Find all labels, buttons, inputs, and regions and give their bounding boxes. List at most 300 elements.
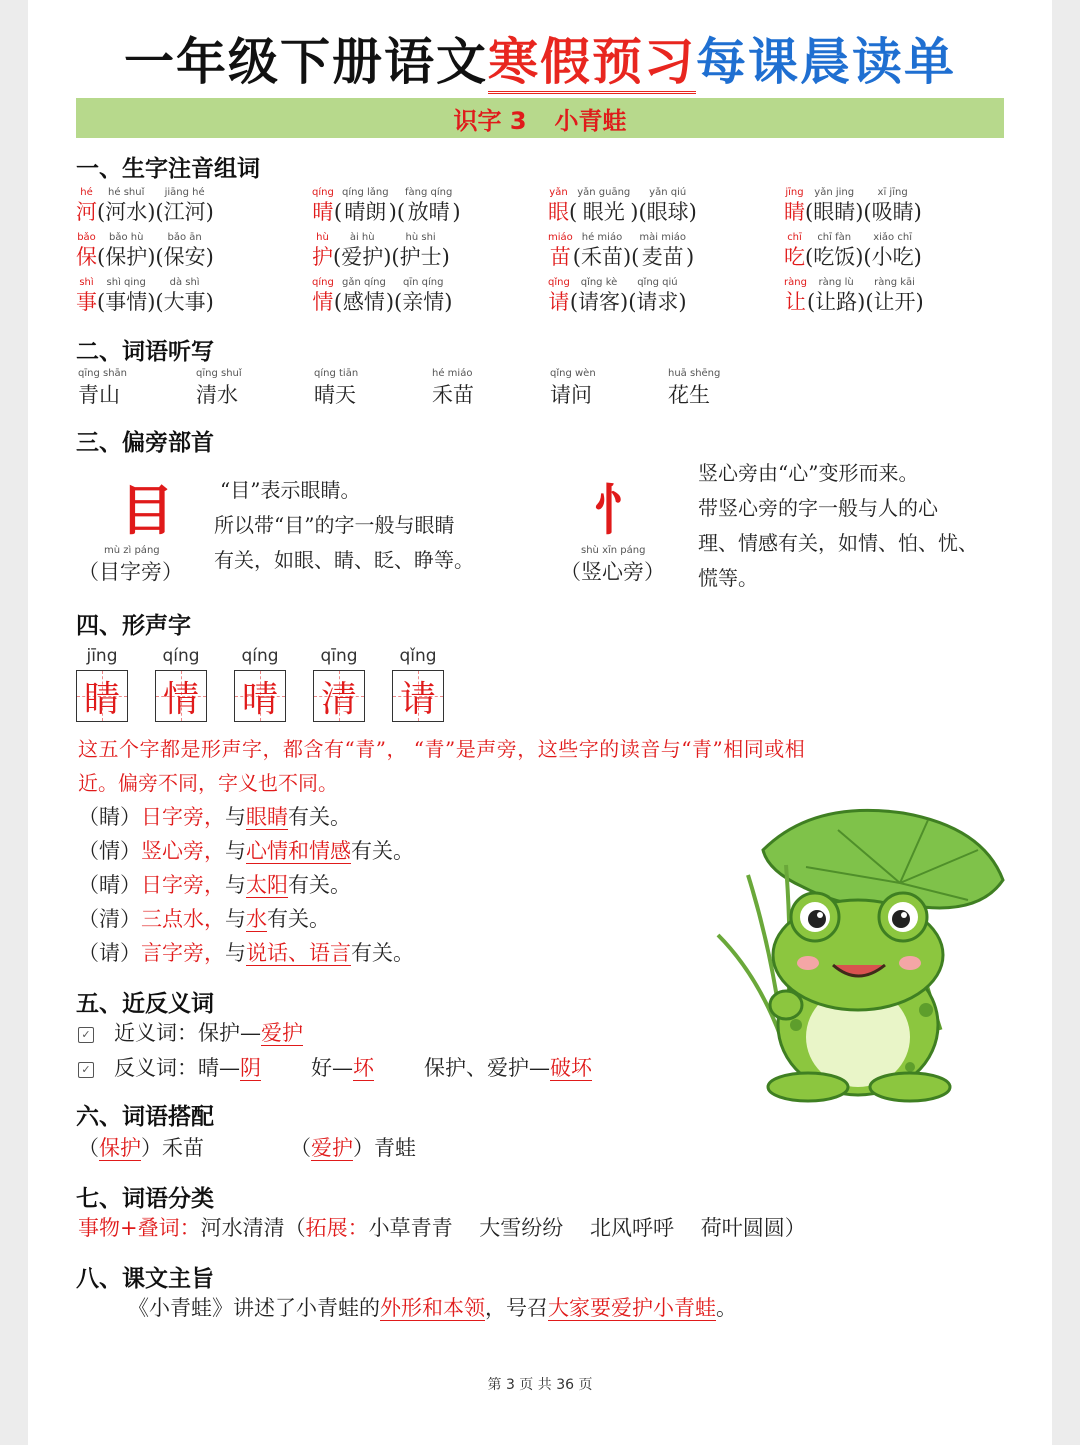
antonym-row bbox=[78, 1051, 592, 1085]
xingsheng-item-end: 有关。 bbox=[267, 907, 330, 931]
word-pinyin: hù shi bbox=[405, 232, 436, 243]
section-heading-2: 二、词语听写 bbox=[76, 339, 214, 365]
xingsheng-item-radical: 日字旁， bbox=[141, 873, 225, 897]
paren-open: ( bbox=[628, 290, 637, 314]
page-footer: 第 3 页 共 36 页 bbox=[487, 1377, 593, 1393]
radical-pinyin-xin: shù xīn páng bbox=[581, 545, 646, 556]
dictation-word bbox=[432, 368, 550, 409]
paren-close: ) bbox=[444, 290, 453, 314]
word-cell bbox=[872, 186, 914, 225]
antonym-answer: 坏 bbox=[353, 1056, 374, 1080]
xingsheng-explain-2: 近。偏旁不同，字义也不同。 bbox=[78, 771, 338, 795]
paren-close: ) bbox=[383, 245, 392, 269]
paren-close: ) bbox=[622, 245, 632, 269]
xingsheng-char: 情 bbox=[162, 678, 199, 720]
dictation-pinyin: hé miáo bbox=[432, 368, 473, 379]
section-heading-4: 四、形声字 bbox=[76, 613, 191, 639]
xingsheng-item-mid: 与 bbox=[225, 907, 246, 931]
collocation-paren: （ bbox=[78, 1136, 99, 1160]
character-pinyin: miáo bbox=[548, 232, 573, 243]
xingsheng-item-char: （睛） bbox=[78, 805, 141, 829]
paren-close: ) bbox=[205, 200, 214, 224]
word-pinyin: yǎn qiú bbox=[649, 187, 687, 198]
character-pinyin: yǎn bbox=[549, 187, 568, 198]
paren-open: ( bbox=[638, 200, 647, 224]
xingsheng-item bbox=[78, 868, 414, 902]
dictation-text: 禾苗 bbox=[432, 383, 474, 407]
classify-ext: 小草青青 大雪纷纷 北风呼呼 荷叶圆圆） bbox=[368, 1216, 806, 1240]
paren-open: ( bbox=[155, 200, 164, 224]
xingsheng-item-meaning: 心情和情感 bbox=[246, 839, 351, 863]
word-pinyin: mài miáo bbox=[639, 232, 686, 243]
title-part1: 一年级下册语文 bbox=[124, 33, 488, 91]
character-pinyin: qíng bbox=[312, 277, 334, 288]
word-cell bbox=[813, 231, 855, 270]
xingsheng-char-box bbox=[392, 670, 444, 722]
character-entry bbox=[76, 231, 214, 270]
character-pinyin: ràng bbox=[784, 277, 807, 288]
character-pinyin: bǎo bbox=[77, 232, 96, 243]
word-pinyin: jiāng hé bbox=[164, 187, 205, 198]
antonym-word: 晴— bbox=[198, 1056, 240, 1080]
word-cell bbox=[164, 231, 206, 270]
character-cell bbox=[548, 276, 570, 315]
dictation-text: 请问 bbox=[550, 383, 592, 407]
xingsheng-char-box bbox=[313, 670, 365, 722]
word-pinyin: xiǎo chī bbox=[873, 232, 912, 243]
character-glyph: 吃 bbox=[784, 245, 805, 269]
word-text: 感情 bbox=[342, 290, 385, 314]
dictation-text: 青山 bbox=[78, 383, 120, 407]
word-pinyin: qīn qíng bbox=[403, 277, 444, 288]
paren-close: ) bbox=[913, 245, 922, 269]
word-cell bbox=[402, 276, 444, 315]
xingsheng-char-box bbox=[76, 670, 128, 722]
character-glyph: 情 bbox=[312, 290, 334, 314]
paren-open: ( bbox=[805, 245, 814, 269]
paren-open: ( bbox=[333, 200, 343, 224]
collocation-answer: 爱护 bbox=[311, 1136, 353, 1160]
word-text: 爱护 bbox=[341, 245, 384, 269]
lesson-name: 小青蛙 bbox=[554, 106, 627, 135]
word-pinyin: fàng qíng bbox=[405, 187, 453, 198]
word-pinyin: ài hù bbox=[349, 232, 375, 243]
paren-close: ) bbox=[388, 200, 397, 224]
word-text: 请求 bbox=[636, 290, 679, 314]
collocation-paren: （ bbox=[290, 1136, 311, 1160]
classify-label: 事物+叠词： bbox=[78, 1216, 201, 1240]
collocation-word: ）青蛙 bbox=[353, 1136, 416, 1160]
paren-open: ( bbox=[394, 290, 403, 314]
theme-part: 《小青蛙》讲述了小青蛙的 bbox=[128, 1296, 380, 1320]
xingsheng-item-mid: 与 bbox=[225, 805, 246, 829]
paren-open: ( bbox=[97, 245, 106, 269]
classify-ext-label: 拓展： bbox=[305, 1216, 369, 1240]
radical-desc-mu-line: “目”表示眼睛。 bbox=[220, 478, 361, 502]
xingsheng-char-box bbox=[155, 670, 207, 722]
character-cell bbox=[548, 186, 569, 225]
character-glyph: 事 bbox=[76, 290, 97, 314]
word-text: 让开 bbox=[873, 290, 916, 314]
character-entry bbox=[312, 276, 452, 315]
paren-open: ( bbox=[396, 200, 406, 224]
dictation-word bbox=[78, 368, 196, 409]
xingsheng-char: 请 bbox=[399, 678, 436, 720]
word-cell bbox=[105, 276, 147, 315]
word-cell bbox=[872, 231, 914, 270]
xingsheng-item bbox=[78, 834, 414, 868]
character-cell bbox=[784, 186, 805, 225]
paren-open: ( bbox=[569, 290, 579, 314]
antonym-answer: 阴 bbox=[240, 1056, 261, 1080]
lesson-number: 识字 3 bbox=[453, 106, 527, 135]
dictation-pinyin: qīng shān bbox=[78, 368, 128, 379]
antonym-answer: 破坏 bbox=[550, 1056, 592, 1080]
word-text: 请客 bbox=[578, 290, 621, 314]
xingsheng-item-meaning: 水 bbox=[246, 907, 267, 931]
word-text: 禾苗 bbox=[580, 245, 623, 269]
radical-desc-mu-line: 有关，如眼、睛、眨、睁等。 bbox=[214, 548, 474, 572]
theme-highlight: 外形和本领 bbox=[380, 1296, 485, 1320]
paren-open: ( bbox=[569, 200, 578, 224]
title-part3: 每课晨读单 bbox=[696, 33, 956, 91]
character-entry bbox=[548, 276, 687, 315]
xingsheng-item-end: 有关。 bbox=[351, 941, 414, 965]
word-text: 保护 bbox=[105, 245, 148, 269]
word-cell bbox=[405, 186, 452, 225]
paren-close: ) bbox=[855, 245, 864, 269]
xingsheng-item-radical: 言字旁， bbox=[141, 941, 225, 965]
paren-close: ) bbox=[678, 290, 687, 314]
character-pinyin: hé bbox=[80, 187, 93, 198]
paren-open: ( bbox=[865, 290, 874, 314]
radical-glyph-xin: 忄 bbox=[594, 479, 648, 542]
radical-desc-xin-line: 慌等。 bbox=[698, 566, 758, 590]
dictation-word bbox=[668, 368, 786, 409]
dictation-word bbox=[196, 368, 314, 409]
paren-close: ) bbox=[620, 290, 629, 314]
radical-name-mu: （目字旁） bbox=[78, 560, 183, 584]
paren-close: ) bbox=[452, 200, 461, 224]
collocation-answer: 保护 bbox=[99, 1136, 141, 1160]
radical-pinyin-mu: mù zì páng bbox=[104, 545, 160, 556]
word-cell bbox=[815, 276, 857, 315]
word-pinyin: dà shì bbox=[169, 277, 200, 288]
word-cell bbox=[342, 186, 389, 225]
xingsheng-item-end: 有关。 bbox=[288, 805, 351, 829]
word-pinyin: yǎn jing bbox=[814, 187, 855, 198]
theme-text bbox=[128, 1291, 737, 1325]
word-text: 河水 bbox=[105, 200, 148, 224]
paren-open: ( bbox=[631, 245, 640, 269]
word-text: 吸睛 bbox=[871, 200, 914, 224]
paren-open: ( bbox=[805, 200, 814, 224]
radical-desc-xin-line: 带竖心旁的字一般与人的心 bbox=[698, 496, 938, 520]
synonym-word: 保护— bbox=[198, 1021, 261, 1045]
word-cell bbox=[874, 276, 916, 315]
character-glyph: 眼 bbox=[548, 200, 569, 224]
xingsheng-item-mid: 与 bbox=[225, 873, 246, 897]
word-pinyin: shì qing bbox=[106, 277, 146, 288]
word-pinyin: ràng lù bbox=[818, 277, 854, 288]
collocation-word: ）禾苗 bbox=[141, 1136, 204, 1160]
character-entry bbox=[548, 186, 697, 225]
section-heading-7: 七、词语分类 bbox=[76, 1186, 214, 1212]
xingsheng-item-radical: 日字旁， bbox=[141, 805, 225, 829]
xingsheng-item-end: 有关。 bbox=[351, 839, 414, 863]
paren-close: ) bbox=[385, 290, 395, 314]
word-pinyin: xī jīng bbox=[877, 187, 908, 198]
synonym-label: 近义词： bbox=[114, 1021, 198, 1045]
paren-close: ) bbox=[147, 290, 156, 314]
word-cell bbox=[813, 186, 855, 225]
lesson-bar bbox=[76, 98, 1004, 138]
paren-close: ) bbox=[147, 245, 156, 269]
section-heading-1: 一、生字注音组词 bbox=[76, 156, 260, 182]
paren-open: ( bbox=[333, 245, 342, 269]
word-pinyin: yǎn guāng bbox=[577, 187, 631, 198]
xingsheng-pinyin: qíng bbox=[241, 646, 279, 666]
paren-close: ) bbox=[685, 245, 695, 269]
word-cell bbox=[647, 186, 689, 225]
xingsheng-item-radical: 三点水， bbox=[141, 907, 225, 931]
radical-glyph-mu: 目 bbox=[120, 479, 174, 542]
character-glyph: 保 bbox=[76, 245, 97, 269]
word-text: 让路 bbox=[815, 290, 858, 314]
dictation-text: 花生 bbox=[668, 383, 710, 407]
xingsheng-pinyin: jīng bbox=[86, 646, 118, 666]
paren-close: ) bbox=[147, 200, 156, 224]
xingsheng-item-end: 有关。 bbox=[288, 873, 351, 897]
character-glyph: 请 bbox=[548, 290, 570, 314]
paren-open: ( bbox=[572, 245, 581, 269]
character-cell bbox=[312, 231, 333, 270]
word-cell bbox=[164, 276, 206, 315]
radical-desc-xin bbox=[698, 456, 978, 596]
radical-desc-mu-line: 所以带“目”的字一般与眼睛 bbox=[214, 513, 455, 537]
paren-open: ( bbox=[97, 290, 106, 314]
character-cell bbox=[548, 231, 573, 270]
worksheet-page bbox=[28, 0, 1052, 1445]
xingsheng-char: 清 bbox=[320, 678, 357, 720]
word-pinyin: qǐng qiú bbox=[637, 277, 678, 288]
xingsheng-item-char: （晴） bbox=[78, 873, 141, 897]
dictation-list bbox=[78, 368, 786, 409]
xingsheng-items bbox=[78, 800, 414, 970]
page-title bbox=[28, 22, 1052, 94]
section-heading-3: 三、偏旁部首 bbox=[76, 430, 214, 456]
word-text: 保安 bbox=[163, 245, 206, 269]
paren-close: ) bbox=[915, 290, 924, 314]
dictation-pinyin: qǐng wèn bbox=[550, 368, 596, 379]
character-pinyin: chī bbox=[787, 232, 802, 243]
xingsheng-item-meaning: 眼睛 bbox=[246, 805, 288, 829]
character-glyph: 睛 bbox=[784, 200, 805, 224]
antonym-label: 反义词： bbox=[114, 1056, 198, 1080]
word-text: 晴朗 bbox=[344, 200, 387, 224]
dictation-pinyin: huā shēng bbox=[668, 368, 721, 379]
word-pinyin: hé shuǐ bbox=[108, 187, 145, 198]
word-text: 眼球 bbox=[646, 200, 689, 224]
character-pinyin: hù bbox=[316, 232, 329, 243]
dictation-text: 晴天 bbox=[314, 383, 356, 407]
word-cell bbox=[577, 186, 630, 225]
synonym-answer: 爱护 bbox=[261, 1021, 303, 1045]
word-text: 护士 bbox=[399, 245, 442, 269]
xingsheng-char: 睛 bbox=[83, 678, 120, 720]
paren-open: ( bbox=[863, 245, 872, 269]
word-cell bbox=[342, 276, 386, 315]
theme-part: 。 bbox=[716, 1296, 737, 1320]
checkbox-icon: ✓ bbox=[78, 1027, 94, 1043]
classify-row bbox=[78, 1211, 806, 1245]
xingsheng-pinyin: qíng bbox=[162, 646, 200, 666]
paren-close: ) bbox=[913, 200, 922, 224]
character-glyph: 苗 bbox=[549, 245, 571, 269]
radical-desc-mu bbox=[214, 473, 474, 578]
character-glyph: 河 bbox=[76, 200, 97, 224]
xingsheng-item-meaning: 说话、语言 bbox=[246, 941, 351, 965]
character-cell bbox=[784, 231, 805, 270]
xingsheng-item-meaning: 太阳 bbox=[246, 873, 288, 897]
character-cell bbox=[76, 231, 97, 270]
paren-open: ( bbox=[806, 290, 816, 314]
character-glyph: 让 bbox=[784, 290, 806, 314]
dictation-pinyin: qīng shuǐ bbox=[196, 368, 242, 379]
word-pinyin: gǎn qíng bbox=[342, 277, 386, 288]
theme-part: ，号召 bbox=[485, 1296, 548, 1320]
paren-close: ) bbox=[857, 290, 866, 314]
dictation-word bbox=[314, 368, 432, 409]
section-heading-5: 五、近反义词 bbox=[76, 991, 214, 1017]
title-part2: 寒假预习 bbox=[488, 33, 696, 94]
paren-open: ( bbox=[155, 245, 164, 269]
xingsheng-item-char: （请） bbox=[78, 941, 141, 965]
theme-highlight: 大家要爱护小青蛙 bbox=[548, 1296, 716, 1320]
word-cell bbox=[581, 231, 623, 270]
xingsheng-item bbox=[78, 800, 414, 834]
character-glyph: 晴 bbox=[312, 200, 334, 224]
collocation-row bbox=[78, 1131, 416, 1165]
word-cell bbox=[105, 186, 147, 225]
word-pinyin: hé miáo bbox=[581, 232, 623, 243]
character-entry bbox=[784, 186, 922, 225]
synonym-row bbox=[78, 1016, 303, 1050]
character-entry bbox=[312, 231, 450, 270]
word-cell bbox=[400, 231, 442, 270]
word-cell bbox=[639, 231, 686, 270]
character-cell bbox=[312, 186, 334, 225]
xingsheng-explain-1: 这五个字都是形声字，都含有“青”， “青”是声旁，这些字的读音与“青”相同或相 bbox=[78, 737, 806, 761]
xingsheng-item-radical: 竖心旁， bbox=[141, 839, 225, 863]
character-cell bbox=[76, 186, 97, 225]
paren-open: ( bbox=[333, 290, 343, 314]
word-pinyin: chī fàn bbox=[817, 232, 852, 243]
dictation-text: 清水 bbox=[196, 383, 238, 407]
section-heading-6: 六、词语搭配 bbox=[76, 1104, 214, 1130]
character-cell bbox=[784, 276, 807, 315]
word-pinyin: qǐng kè bbox=[580, 277, 618, 288]
character-entry bbox=[784, 231, 922, 270]
paren-open: ( bbox=[391, 245, 400, 269]
word-text: 眼光 bbox=[582, 200, 625, 224]
word-text: 事情 bbox=[105, 290, 148, 314]
character-pinyin: jīng bbox=[785, 187, 804, 198]
word-text: 江河 bbox=[163, 200, 206, 224]
word-cell bbox=[578, 276, 620, 315]
xingsheng-item bbox=[78, 936, 414, 970]
frog-leaf-illustration bbox=[678, 805, 1008, 1110]
dictation-word bbox=[550, 368, 668, 409]
radical-name-xin: （竖心旁） bbox=[560, 560, 665, 584]
word-text: 小吃 bbox=[871, 245, 914, 269]
xingsheng-item-char: （情） bbox=[78, 839, 141, 863]
xingsheng-char: 晴 bbox=[241, 678, 278, 720]
word-text: 亲情 bbox=[402, 290, 445, 314]
xingsheng-pinyin: qīng bbox=[320, 646, 358, 666]
xingsheng-char-box bbox=[234, 670, 286, 722]
radical-desc-xin-line: 理、情感有关，如情、怕、忧、 bbox=[698, 531, 978, 555]
classify-main: 河水清清（ bbox=[200, 1216, 306, 1240]
radical-desc-xin-line: 竖心旁由“心”变形而来。 bbox=[698, 461, 919, 485]
character-cell bbox=[76, 276, 97, 315]
xingsheng-pinyin: qǐng bbox=[399, 646, 437, 666]
antonym-word: 保护、爱护— bbox=[424, 1056, 550, 1080]
paren-close: ) bbox=[205, 245, 214, 269]
word-text: 眼睛 bbox=[813, 200, 856, 224]
character-pinyin: qǐng bbox=[548, 277, 570, 288]
word-pinyin: qíng lǎng bbox=[342, 187, 389, 198]
word-cell bbox=[636, 276, 678, 315]
word-pinyin: bǎo hù bbox=[108, 232, 144, 243]
xingsheng-item-char: （清） bbox=[78, 907, 141, 931]
paren-close: ) bbox=[630, 200, 639, 224]
character-entry bbox=[784, 276, 924, 315]
paren-close: ) bbox=[441, 245, 450, 269]
word-pinyin: ràng kāi bbox=[874, 277, 915, 288]
character-cell bbox=[312, 276, 334, 315]
word-cell bbox=[105, 231, 147, 270]
word-text: 大事 bbox=[163, 290, 206, 314]
word-cell bbox=[341, 231, 383, 270]
paren-close: ) bbox=[855, 200, 864, 224]
xingsheng-item-mid: 与 bbox=[225, 941, 246, 965]
paren-open: ( bbox=[863, 200, 872, 224]
character-glyph: 护 bbox=[312, 245, 333, 269]
paren-close: ) bbox=[205, 290, 214, 314]
antonym-word: 好— bbox=[311, 1056, 353, 1080]
section-heading-8: 八、课文主旨 bbox=[76, 1266, 214, 1292]
checkbox-icon: ✓ bbox=[78, 1062, 94, 1078]
xingsheng-item bbox=[78, 902, 414, 936]
word-text: 麦苗 bbox=[641, 245, 684, 269]
character-pinyin: qíng bbox=[312, 187, 334, 198]
character-entry bbox=[548, 231, 694, 270]
dictation-pinyin: qíng tiān bbox=[314, 368, 359, 379]
paren-open: ( bbox=[97, 200, 106, 224]
character-entry bbox=[312, 186, 461, 225]
character-entry bbox=[76, 186, 214, 225]
character-pinyin: shì bbox=[79, 277, 94, 288]
word-cell bbox=[164, 186, 206, 225]
word-text: 放晴 bbox=[407, 200, 450, 224]
character-entry bbox=[76, 276, 214, 315]
paren-open: ( bbox=[155, 290, 164, 314]
xingsheng-item-mid: 与 bbox=[225, 839, 246, 863]
word-text: 吃饭 bbox=[813, 245, 856, 269]
word-pinyin: bǎo ān bbox=[167, 232, 202, 243]
paren-close: ) bbox=[688, 200, 697, 224]
